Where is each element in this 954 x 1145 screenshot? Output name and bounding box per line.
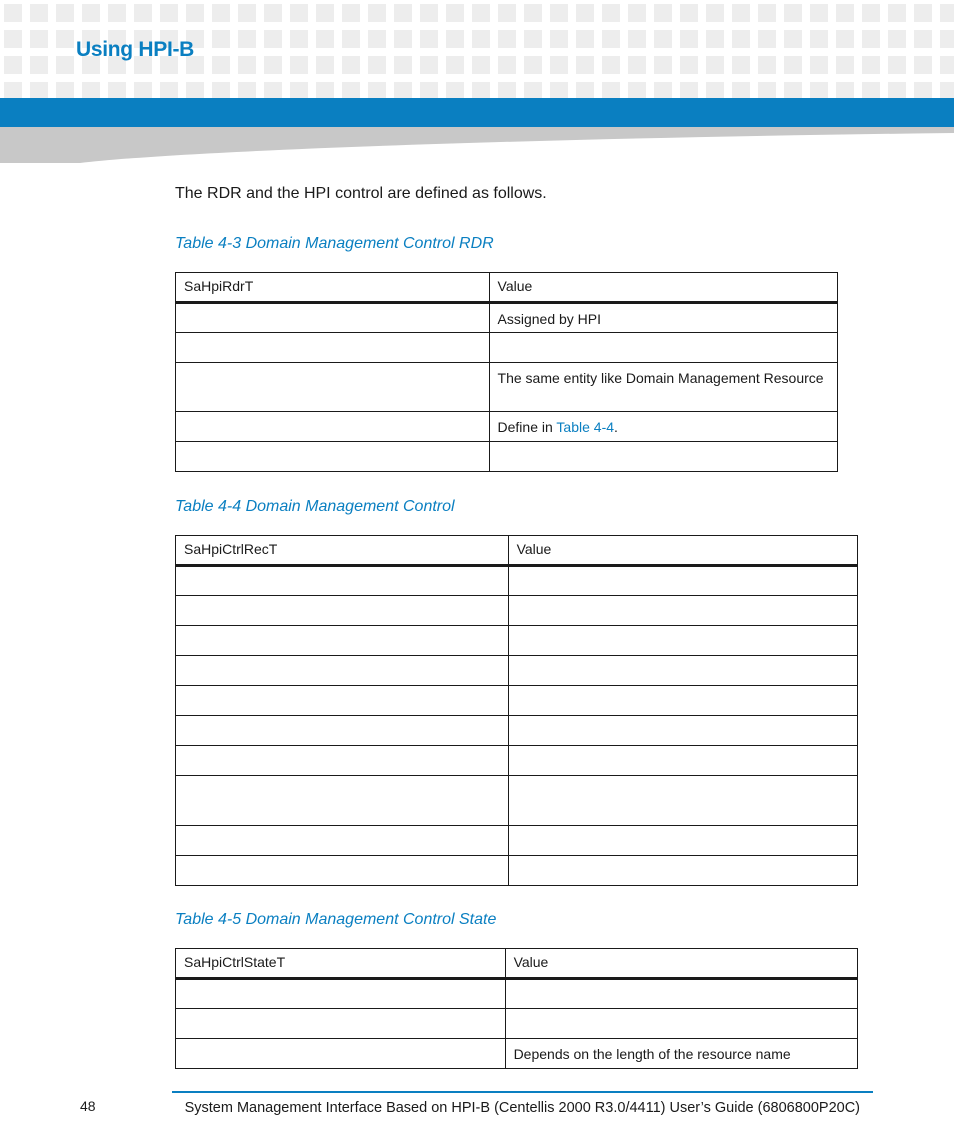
pattern-square [342, 82, 360, 98]
pattern-square [550, 30, 568, 48]
table-cell [176, 656, 509, 686]
pattern-square [862, 82, 880, 98]
pattern-square [238, 30, 256, 48]
table-4-4 [175, 535, 858, 886]
pattern-square [758, 4, 776, 22]
pattern-square [680, 56, 698, 74]
table-cell [489, 333, 837, 363]
pattern-square [498, 4, 516, 22]
pattern-square [940, 4, 954, 22]
table-cell [508, 596, 857, 626]
pattern-square [30, 30, 48, 48]
pattern-square [290, 82, 308, 98]
table-cell [508, 716, 857, 746]
table-cell [176, 716, 509, 746]
table-cell: The same entity like Domain Management Resource [489, 363, 837, 412]
pattern-square [888, 82, 906, 98]
pattern-square [368, 82, 386, 98]
table-cell [176, 333, 490, 363]
pattern-square [862, 56, 880, 74]
table-cell [176, 776, 509, 826]
pattern-square [342, 4, 360, 22]
table-row [176, 363, 838, 412]
intro-paragraph: The RDR and the HPI control are defined as follows. [175, 185, 547, 202]
table-cell: Depends on the length of the resource name [505, 1039, 857, 1069]
pattern-square [342, 30, 360, 48]
pattern-square [576, 56, 594, 74]
pattern-square [628, 4, 646, 22]
pattern-square [654, 82, 672, 98]
cell-text: . [614, 419, 618, 435]
table-row [176, 442, 838, 472]
pattern-square [446, 30, 464, 48]
table-cell [176, 412, 490, 442]
pattern-square [108, 4, 126, 22]
column-header: SaHpiRdrT [176, 273, 490, 303]
page-number: 48 [80, 1098, 96, 1114]
pattern-square [550, 56, 568, 74]
table-4-4-link[interactable]: Table 4-4 [556, 419, 615, 435]
table-row [176, 596, 858, 626]
table-cell [505, 979, 857, 1009]
table-cell [176, 363, 490, 412]
table-cell [508, 566, 857, 596]
column-header: Value [508, 536, 857, 566]
pattern-square [940, 30, 954, 48]
pattern-square [264, 56, 282, 74]
table-cell [508, 746, 857, 776]
pattern-square [888, 30, 906, 48]
pattern-square [420, 56, 438, 74]
pattern-square [810, 4, 828, 22]
pattern-square [706, 82, 724, 98]
table-cell [508, 856, 857, 886]
pattern-square [732, 56, 750, 74]
pattern-square [654, 4, 672, 22]
footer-document-title: System Management Interface Based on HPI-B (Centellis 2000 R3.0/4411) User’s Guide (6806800P20C) [184, 1100, 860, 1116]
table-cell [176, 1039, 506, 1069]
pattern-square [836, 82, 854, 98]
table-cell [508, 776, 857, 826]
table-row [176, 566, 858, 596]
pattern-square [706, 56, 724, 74]
pattern-square [290, 30, 308, 48]
table-cell [508, 826, 857, 856]
table-header-row [176, 536, 858, 566]
table-4-5 [175, 948, 858, 1069]
table-row [176, 776, 858, 826]
pattern-square [316, 82, 334, 98]
pattern-square [602, 4, 620, 22]
header-blue-bar [0, 98, 954, 127]
pattern-square [212, 4, 230, 22]
pattern-square [524, 82, 542, 98]
table-cell [176, 826, 509, 856]
pattern-square [472, 4, 490, 22]
pattern-square [732, 30, 750, 48]
pattern-square [498, 56, 516, 74]
section-title: Using HPI-B [76, 38, 195, 61]
pattern-square [56, 30, 74, 48]
pattern-square [784, 30, 802, 48]
table-cell [489, 442, 837, 472]
pattern-square [810, 30, 828, 48]
table-4-3 [175, 272, 838, 472]
pattern-square [680, 30, 698, 48]
table-header-row [176, 273, 838, 303]
pattern-square [914, 56, 932, 74]
pattern-square [316, 4, 334, 22]
cell-text: Define in [497, 419, 557, 435]
pattern-square [446, 56, 464, 74]
pattern-square [108, 82, 126, 98]
pattern-square [628, 82, 646, 98]
table-cell [508, 686, 857, 716]
pattern-square [758, 30, 776, 48]
table-cell [489, 412, 837, 442]
pattern-square [4, 4, 22, 22]
pattern-square [576, 30, 594, 48]
pattern-square [394, 82, 412, 98]
table-cell [176, 566, 509, 596]
table-row [176, 856, 858, 886]
table-cell [176, 979, 506, 1009]
pattern-square [316, 56, 334, 74]
pattern-square [498, 30, 516, 48]
table-4-5-caption: Table 4-5 Domain Management Control State [175, 911, 497, 928]
pattern-square [238, 4, 256, 22]
table-row [176, 412, 838, 442]
table-cell [176, 1009, 506, 1039]
pattern-square [680, 82, 698, 98]
pattern-square [888, 56, 906, 74]
pattern-square [836, 30, 854, 48]
pattern-square [836, 4, 854, 22]
pattern-square [732, 4, 750, 22]
pattern-square [472, 56, 490, 74]
pattern-square [212, 56, 230, 74]
pattern-square [628, 56, 646, 74]
table-cell [176, 746, 509, 776]
pattern-square [212, 82, 230, 98]
pattern-square [186, 82, 204, 98]
table-row [176, 826, 858, 856]
pattern-square [4, 82, 22, 98]
pattern-square [472, 82, 490, 98]
pattern-square [238, 82, 256, 98]
pattern-square [238, 56, 256, 74]
pattern-square [290, 4, 308, 22]
pattern-square [394, 56, 412, 74]
pattern-square [732, 82, 750, 98]
pattern-square [446, 4, 464, 22]
table-row [176, 303, 838, 333]
pattern-square [30, 4, 48, 22]
pattern-square [940, 82, 954, 98]
pattern-square [82, 4, 100, 22]
pattern-square [368, 56, 386, 74]
pattern-square [498, 82, 516, 98]
pattern-square [836, 56, 854, 74]
pattern-square [524, 56, 542, 74]
table-row [176, 1039, 858, 1069]
table-cell [176, 686, 509, 716]
pattern-square [602, 30, 620, 48]
pattern-square [550, 82, 568, 98]
table-row [176, 979, 858, 1009]
pattern-square [914, 82, 932, 98]
table-row [176, 333, 838, 363]
pattern-square [550, 4, 568, 22]
pattern-square [394, 30, 412, 48]
table-4-4-caption: Table 4-4 Domain Management Control [175, 498, 455, 515]
table-cell [176, 442, 490, 472]
pattern-square [758, 82, 776, 98]
pattern-square [264, 30, 282, 48]
table-cell [508, 656, 857, 686]
pattern-square [56, 4, 74, 22]
table-cell [176, 626, 509, 656]
pattern-square [420, 30, 438, 48]
table-row [176, 626, 858, 656]
pattern-square [368, 30, 386, 48]
column-header: SaHpiCtrlRecT [176, 536, 509, 566]
pattern-square [602, 56, 620, 74]
pattern-square [784, 4, 802, 22]
pattern-square [134, 82, 152, 98]
pattern-square [524, 4, 542, 22]
pattern-square [212, 30, 230, 48]
pattern-square [810, 56, 828, 74]
column-header: Value [505, 949, 857, 979]
pattern-square [30, 82, 48, 98]
pattern-square [4, 56, 22, 74]
pattern-square [56, 82, 74, 98]
table-cell [176, 303, 490, 333]
pattern-square [56, 56, 74, 74]
column-header: Value [489, 273, 837, 303]
pattern-square [576, 4, 594, 22]
pattern-square [524, 30, 542, 48]
pattern-square [940, 56, 954, 74]
pattern-square [394, 4, 412, 22]
table-header-row [176, 949, 858, 979]
pattern-square [784, 56, 802, 74]
pattern-square [30, 56, 48, 74]
pattern-square [810, 82, 828, 98]
table-cell [505, 1009, 857, 1039]
pattern-square [446, 82, 464, 98]
table-4-3-caption: Table 4-3 Domain Management Control RDR [175, 235, 494, 252]
footer-rule [172, 1091, 873, 1093]
pattern-square [290, 56, 308, 74]
pattern-square [576, 82, 594, 98]
table-row [176, 656, 858, 686]
pattern-square [134, 4, 152, 22]
pattern-square [472, 30, 490, 48]
table-cell [508, 626, 857, 656]
pattern-square [420, 4, 438, 22]
pattern-square [342, 56, 360, 74]
pattern-square [420, 82, 438, 98]
pattern-square [784, 82, 802, 98]
pattern-square [316, 30, 334, 48]
table-row [176, 746, 858, 776]
pattern-square [706, 4, 724, 22]
table-cell: Assigned by HPI [489, 303, 837, 333]
pattern-square [888, 4, 906, 22]
pattern-square [862, 4, 880, 22]
pattern-square [628, 30, 646, 48]
pattern-square [160, 4, 178, 22]
header-gray-swoosh [0, 127, 954, 163]
pattern-square [264, 4, 282, 22]
pattern-square [602, 82, 620, 98]
pattern-square [758, 56, 776, 74]
table-row [176, 716, 858, 746]
pattern-square [4, 30, 22, 48]
column-header: SaHpiCtrlStateT [176, 949, 506, 979]
pattern-square [82, 82, 100, 98]
table-row [176, 1009, 858, 1039]
pattern-square [862, 30, 880, 48]
pattern-square [160, 82, 178, 98]
pattern-square [680, 4, 698, 22]
pattern-square [368, 4, 386, 22]
pattern-square [914, 4, 932, 22]
table-row [176, 686, 858, 716]
table-cell [176, 596, 509, 626]
pattern-square [654, 56, 672, 74]
pattern-square [914, 30, 932, 48]
pattern-square [706, 30, 724, 48]
table-cell [176, 856, 509, 886]
pattern-square [186, 4, 204, 22]
pattern-square [264, 82, 282, 98]
pattern-square [654, 30, 672, 48]
